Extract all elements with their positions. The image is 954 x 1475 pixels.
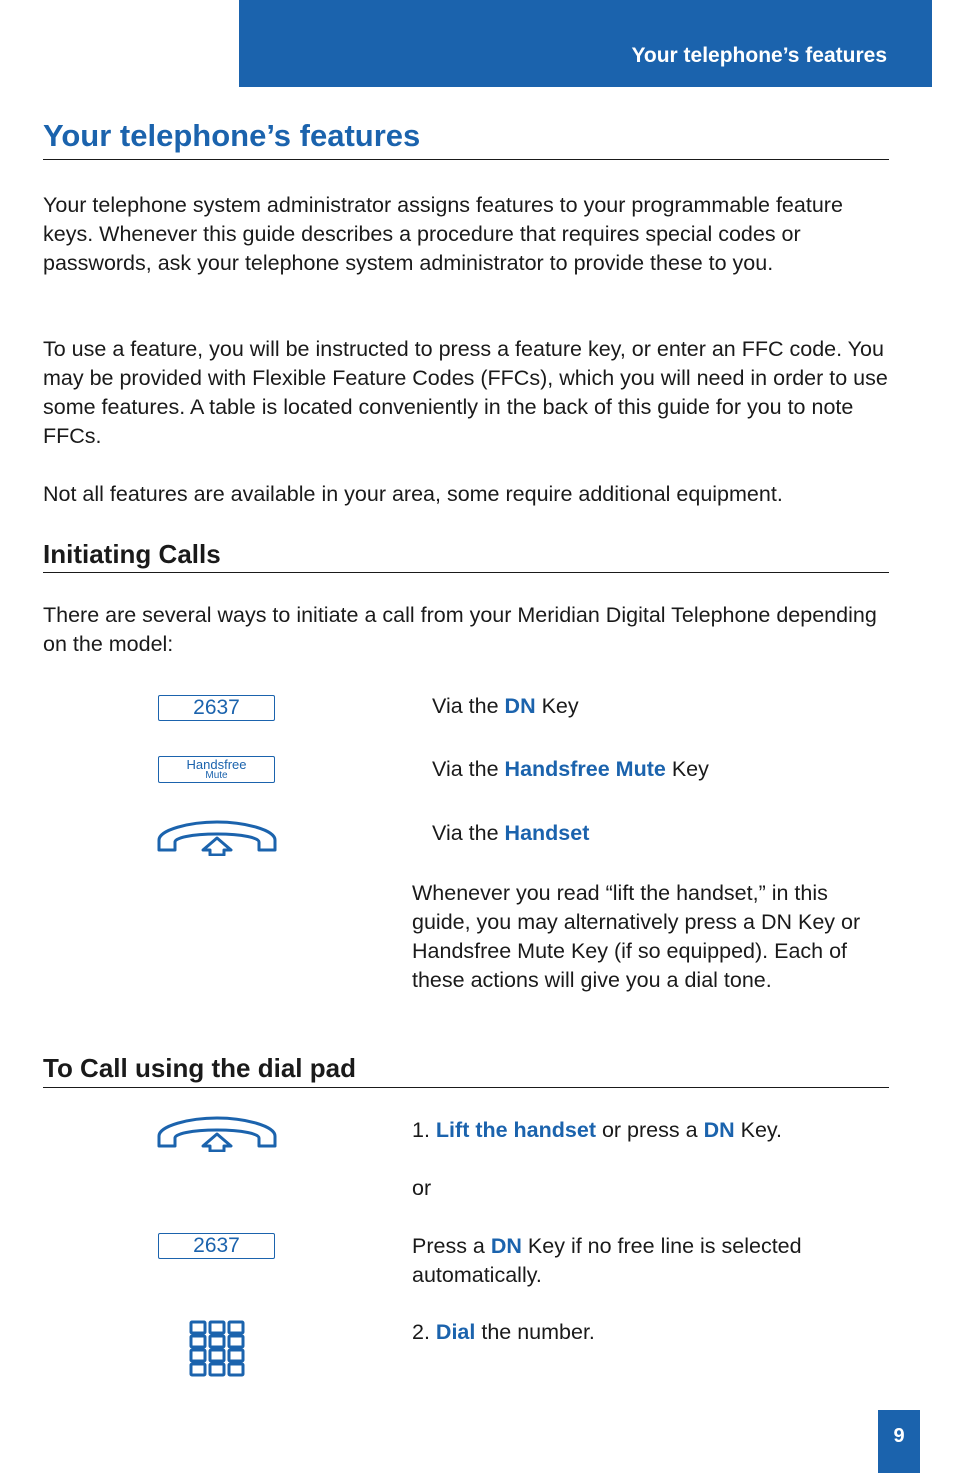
dial-highlight: Dial — [435, 1320, 476, 1344]
header-bar — [239, 0, 932, 87]
title-rule — [43, 159, 889, 160]
dial-pad-icon — [189, 1320, 245, 1378]
handsfree-highlight: Handsfree Mute — [504, 757, 666, 781]
dn-key-icon — [158, 695, 275, 721]
lift-handset-note: Whenever you read “lift the handset,” in this guide, you may alternatively press a DN Key or Handsfree Mute Key (if so equipped). Each of these actions will give you a dial tone. — [412, 881, 861, 992]
handset-lift-icon — [155, 1112, 279, 1152]
via-handsfree-text: Via the Handsfree Mute Key — [432, 757, 709, 781]
or-text: or — [412, 1176, 432, 1200]
dn-key-icon — [158, 1233, 275, 1259]
step-2-text: 2. Dial the number. — [412, 1320, 595, 1344]
initiating-intro: There are several ways to initiate a call from your Meridian Digital Telephone depending on the model: — [43, 603, 877, 656]
dial-pad-rule — [43, 1087, 889, 1088]
handsfree-mute-key-icon — [158, 756, 275, 783]
dial-pad-heading: To Call using the dial pad — [43, 1053, 356, 1083]
handsfree-key-line1: Handsfree — [186, 757, 247, 772]
dn-highlight: DN — [703, 1118, 735, 1142]
lift-handset-highlight: Lift the handset — [435, 1118, 596, 1142]
handset-highlight: Handset — [504, 821, 590, 845]
dn-highlight: DN — [490, 1234, 522, 1258]
page-number: 9 — [878, 1410, 920, 1473]
intro-paragraph-1: Your telephone system administrator assigns features to your programmable feature keys. Whenever this guide describes a procedure that requires special codes or passwords, ask your telephone system administrator to provide these to you. — [43, 193, 843, 275]
initiating-calls-heading: Initiating Calls — [43, 539, 221, 569]
page-title: Your telephone’s features — [43, 118, 421, 153]
dn-highlight: DN — [504, 694, 536, 718]
initiating-rule — [43, 572, 889, 573]
intro-paragraph-2: To use a feature, you will be instructed to press a feature key, or enter an FFC code. You may be provided with Flexible Feature Codes (FFCs), which you will need in order to use some features. A table is located conveniently in the back of this guide for you to note FFCs. — [43, 337, 888, 448]
header-title: Your telephone’s features — [631, 44, 887, 67]
step-1-text: 1. Lift the handset or press a DN Key. — [412, 1118, 783, 1142]
dn-key-label: 2637 — [193, 1234, 240, 1257]
dn-key-label: 2637 — [193, 696, 240, 719]
intro-paragraph-3: Not all features are available in your area, some require additional equipment. — [43, 482, 783, 506]
handsfree-key-line2: Mute — [205, 770, 228, 781]
handset-lift-icon — [155, 816, 279, 856]
via-dn-key-text: Via the DN Key — [432, 694, 579, 718]
press-dn-text: Press a DN Key if no free line is selected automatically. — [412, 1234, 802, 1287]
via-handset-text: Via the Handset — [432, 821, 590, 845]
